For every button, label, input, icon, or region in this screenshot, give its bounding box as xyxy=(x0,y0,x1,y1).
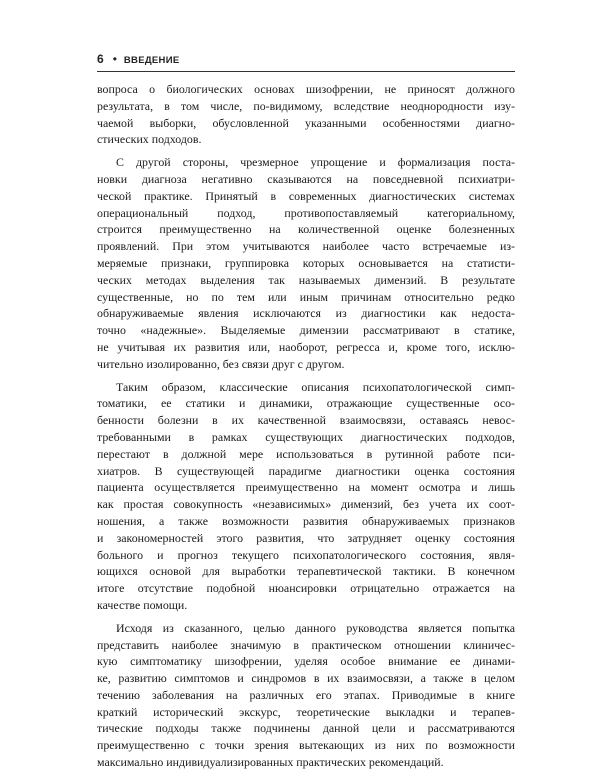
text-line: обнаруживаемые явления исключаются из диагностики как недоста- xyxy=(97,306,515,321)
paragraph xyxy=(97,154,515,372)
text-line: не учитывая их развития или, наоборот, регресса и, кроме того, исклю- xyxy=(97,339,515,354)
bullet-separator: • xyxy=(112,52,117,66)
text-line: меряемые признаки, группировка которых основывается на статисти- xyxy=(97,255,515,270)
text-line: чаемой выборки, обусловленной указанными особенностями диагно- xyxy=(97,115,515,130)
text-line: чительно изолированно, без связи друг с другом. xyxy=(97,356,345,371)
text-line: Исходя из сказанного, целью данного руководства является попытка xyxy=(116,620,515,635)
text-line: тические подходы также подчинены данной цели и рассматриваются xyxy=(97,721,515,736)
text-line: представить наиболее значимую в практическом отношении клиничес- xyxy=(97,637,515,652)
text-line: ке, развитию симптомов и синдромов в их взаимосвязи, а также в целом xyxy=(97,671,515,686)
text-line: качестве помощи. xyxy=(97,597,188,612)
text-line: стических подходов. xyxy=(97,132,202,147)
text-line: преимущественно с точки зрения вытекающих из них по возможности xyxy=(97,738,515,753)
page-number: 6 xyxy=(97,52,104,66)
text-line: точно «надежные». Выделяемые димензии рассматривают в статике, xyxy=(97,323,515,338)
text-line: ющихся основой для выработки терапевтической тактики. В конечном xyxy=(97,564,515,579)
text-line: ношения, а также возможности развития обнаруживаемых признаков xyxy=(97,513,515,528)
text-line: пациента осуществляется преимущественно на момент осмотра и лишь xyxy=(97,480,515,495)
text-line: Таким образом, классические описания психопатологической симп- xyxy=(116,379,515,394)
text-line: томатики, ее статики и динамики, отражающие существенные осо- xyxy=(97,396,515,411)
text-line: краткий исторический экскурс, теоретические выкладки и терапев- xyxy=(97,704,515,719)
text-line: существенные, но по тем или иным причинам относительно редко xyxy=(97,289,515,304)
body-text xyxy=(97,81,515,777)
text-line: результата, в том числе, по-видимому, вследствие неоднородности изу- xyxy=(97,98,515,113)
paragraph xyxy=(97,379,515,614)
text-line: хиатров. В существующей парадигме диагностики оценка состояния xyxy=(97,463,515,478)
text-line: максимально индивидуализированных практических рекомендаций. xyxy=(97,755,444,770)
text-line: ческих методах выделения так называемых димензий. В результате xyxy=(97,272,515,287)
paragraph xyxy=(97,81,515,148)
text-line: ческой практике. Принятый в современных диагностических системах xyxy=(97,188,515,203)
text-line: требованными в рамках существующих диагностических подходов, xyxy=(97,429,515,444)
text-line: проявлений. При этом учитываются наиболее часто встречаемые из- xyxy=(97,239,515,254)
text-line: и закономерностей этого развития, что затрудняет оценку состояния xyxy=(97,530,515,545)
header-rule xyxy=(97,71,515,72)
text-line: новки диагноза негативно сказываются на повседневной психиатри- xyxy=(97,171,515,186)
text-line: строится преимущественно на количественной оценке болезненных xyxy=(97,222,515,237)
text-line: больного и прогноз текущего психопатологического состояния, явля- xyxy=(97,547,515,562)
text-line: операциональный подход, противопоставляемый категориальному, xyxy=(97,205,515,220)
running-header xyxy=(97,52,515,72)
text-line: итоге отсутствие подобной нюансировки отрицательно отражается на xyxy=(97,581,515,596)
text-line: С другой стороны, чрезмерное упрощение и формализация поста- xyxy=(116,155,515,170)
text-line: течению заболевания на различных его этапах. Приводимые в книге xyxy=(97,687,515,702)
text-line: вопроса о биологических основах шизофрении, не приносят должного xyxy=(97,82,515,96)
text-line: перестают в должной мере использоваться в рутинной работе пси- xyxy=(97,446,515,461)
paragraph xyxy=(97,620,515,771)
text-line: кую симптоматику шизофрении, уделяя особое внимание ее динами- xyxy=(97,654,515,669)
section-title: ВВЕДЕНИЕ xyxy=(123,55,180,66)
text-line: бенности болезни в их качественной взаимосвязи, оставаясь невос- xyxy=(97,413,515,428)
text-line: как простая совокупность «независимых» димензий, без учета их соот- xyxy=(97,497,515,512)
